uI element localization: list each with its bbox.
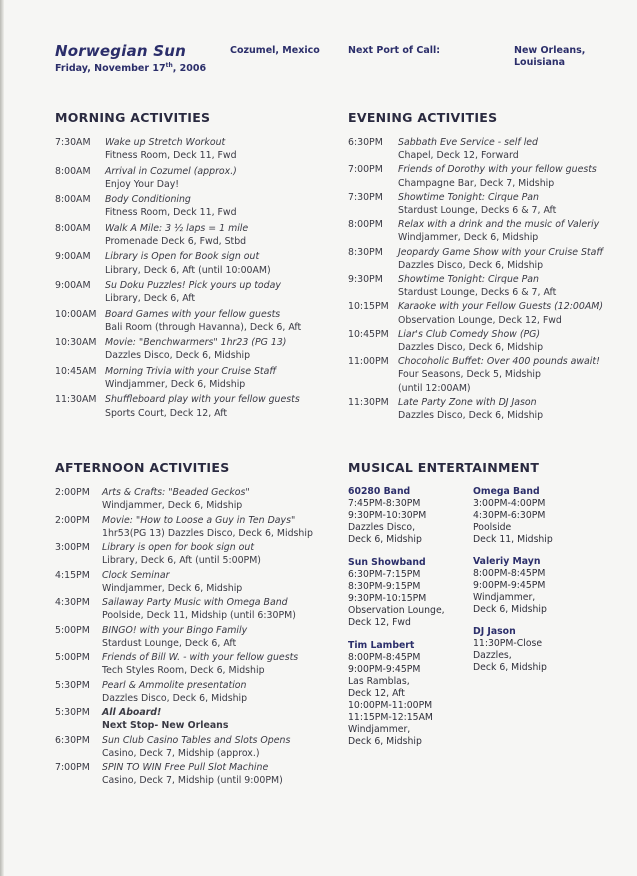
schedule-date: Friday, November 17th, 2006 — [55, 62, 207, 75]
activity-description: Movie: "How to Loose a Guy in Ten Days" — [102, 514, 296, 526]
band-detail: Deck 12, Fwd — [348, 617, 411, 628]
activity-row — [348, 300, 628, 326]
activity-description: Late Party Zone with DJ Jason — [398, 397, 537, 409]
activity-description: Library is open for book sign out — [102, 542, 255, 553]
activity-location: Windjammer, Deck 6, Midship — [102, 500, 243, 512]
activity-time: 8:00PM — [348, 219, 383, 231]
activity-location: Bali Room (through Havanna), Deck 6, Aft — [105, 321, 302, 333]
activity-time: 6:30PM — [55, 734, 90, 746]
activity-row — [55, 308, 335, 334]
band-detail: Poolside — [473, 522, 512, 533]
activity-row — [55, 706, 335, 732]
activity-location: Windjammer, Deck 6, Midship — [102, 582, 243, 594]
activity-row — [348, 396, 628, 422]
activity-row — [55, 165, 335, 191]
activity-location: Library, Deck 6, Aft (until 10:00AM) — [105, 264, 271, 276]
activity-description: Liar's Club Comedy Show (PG) — [398, 328, 541, 340]
current-port: Cozumel, Mexico — [230, 45, 320, 56]
band-detail: 9:30PM-10:15PM — [348, 593, 427, 604]
activity-time: 5:30PM — [55, 679, 90, 691]
band-schedule — [348, 486, 426, 546]
activity-location: Enjoy Your Day! — [105, 178, 179, 190]
activity-description: Sabbath Eve Service - self led — [398, 137, 539, 148]
activity-description: Arrival in Cozumel (approx.) — [105, 165, 237, 177]
band-name: Sun Showband — [348, 557, 426, 568]
activity-description: Body Conditioning — [105, 194, 191, 206]
activity-time: 3:00PM — [55, 542, 90, 553]
activity-description: Sun Club Casino Tables and Slots Opens — [102, 734, 291, 746]
activity-location: Library, Deck 6, Aft — [105, 293, 196, 305]
activity-row — [55, 734, 335, 760]
activity-row — [55, 393, 335, 419]
band-name: Omega Band — [473, 486, 540, 497]
activity-location: 1hr53(PG 13) Dazzles Disco, Deck 6, Midship — [102, 527, 313, 539]
activity-time: 9:00AM — [55, 280, 91, 291]
activity-row — [55, 596, 335, 622]
activity-row — [55, 651, 335, 677]
activity-location: Stardust Lounge, Deck 6, Aft — [102, 637, 237, 649]
activity-location: Library, Deck 6, Aft (until 5:00PM) — [102, 555, 261, 567]
activity-description: Friends of Bill W. - with your fellow guests — [102, 652, 299, 663]
activity-time: 7:30PM — [348, 191, 383, 203]
activity-location: Promenade Deck 6, Fwd, Stbd — [105, 235, 247, 247]
next-port-label: Next Port of Call: — [348, 45, 441, 56]
band-detail: Deck 12, Aft — [348, 688, 405, 699]
activity-time: 11:00PM — [348, 356, 389, 368]
activity-row — [55, 365, 335, 391]
activity-location: Dazzles Disco, Deck 6, Midship — [398, 259, 544, 271]
activity-location: Sports Court, Deck 12, Aft — [105, 407, 228, 419]
activity-row — [55, 761, 335, 787]
activity-time: 8:00AM — [55, 165, 91, 177]
activity-time: 5:00PM — [55, 624, 90, 636]
activity-time: 5:00PM — [55, 652, 90, 663]
activity-description: BINGO! with your Bingo Family — [102, 624, 248, 636]
band-detail: 7:45PM-8:30PM — [348, 498, 421, 509]
activity-location: Windjammer, Deck 6, Midship — [398, 232, 539, 244]
activity-row — [348, 246, 628, 272]
activity-description: Shuffleboard play with your fellow guests — [105, 394, 300, 406]
activity-location: Tech Styles Room, Deck 6, Midship — [102, 665, 265, 677]
activity-location: Dazzles Disco, Deck 6, Midship — [398, 410, 544, 422]
band-detail: 9:30PM-10:30PM — [348, 510, 427, 521]
activity-time: 4:30PM — [55, 597, 90, 608]
activity-location: Observation Lounge, Deck 12, Fwd — [398, 314, 562, 326]
musical-entertainment-heading: MUSICAL ENTERTAINMENT — [348, 460, 540, 475]
activity-row — [55, 336, 335, 362]
band-detail: Observation Lounge, — [348, 605, 445, 616]
activity-row — [55, 250, 335, 276]
activity-row — [348, 328, 628, 354]
activity-row — [348, 191, 628, 217]
activity-time: 10:00AM — [55, 308, 97, 320]
activity-row — [348, 355, 628, 395]
activity-description: Chocoholic Buffet: Over 400 pounds await! — [398, 356, 600, 368]
activity-row — [55, 136, 335, 162]
band-detail: 8:00PM-8:45PM — [348, 652, 421, 663]
band-detail: Deck 6, Midship — [348, 736, 422, 747]
evening-activities-heading: EVENING ACTIVITIES — [348, 110, 498, 125]
activity-description: Sailaway Party Music with Omega Band — [102, 597, 288, 608]
activity-location-extra: (until 12:00AM) — [398, 382, 471, 394]
band-detail: 4:30PM-6:30PM — [473, 510, 546, 521]
activity-description: Board Games with your fellow guests — [105, 308, 281, 320]
band-detail: Deck 6, Midship — [473, 604, 547, 615]
band-detail: Dazzles Disco, — [348, 522, 416, 533]
activity-description: Walk A Mile: 3 ½ laps = 1 mile — [105, 222, 249, 234]
morning-activities-heading: MORNING ACTIVITIES — [55, 110, 211, 125]
band-name: 60280 Band — [348, 486, 411, 497]
band-detail: 9:00PM-9:45PM — [473, 580, 546, 591]
activity-time: 2:00PM — [55, 514, 90, 526]
activity-time: 8:30PM — [348, 246, 383, 258]
activity-location: Casino, Deck 7, Midship (until 9:00PM) — [102, 775, 283, 787]
activity-location: Dazzles Disco, Deck 6, Midship — [102, 692, 248, 704]
activity-row — [55, 279, 335, 305]
activity-row — [55, 541, 335, 567]
activity-location: Dazzles Disco, Deck 6, Midship — [105, 350, 251, 362]
activity-location: Stardust Lounge, Decks 6 & 7, Aft — [398, 287, 557, 299]
activity-time: 7:00PM — [348, 164, 383, 176]
band-schedule — [473, 486, 553, 546]
band-name: DJ Jason — [473, 626, 516, 637]
activity-row — [55, 679, 335, 705]
band-detail: Dazzles, — [473, 650, 512, 661]
activity-description: Pearl & Ammolite presentation — [102, 679, 247, 691]
activity-row — [55, 486, 335, 512]
next-port-value: New Orleans, Louisiana — [514, 45, 586, 68]
activity-description: Karaoke with your Fellow Guests (12:00AM) — [398, 301, 603, 313]
activity-row — [348, 136, 628, 162]
activity-description: Wake up Stretch Workout — [105, 137, 226, 148]
activity-description: Relax with a drink and the music of Valeriy — [398, 219, 600, 231]
activity-time: 2:00PM — [55, 487, 90, 498]
activity-description: Showtime Tonight: Cirque Pan — [398, 191, 539, 203]
activity-location: Casino, Deck 7, Midship (approx.) — [102, 747, 260, 759]
activity-location: Stardust Lounge, Decks 6 & 7, Aft — [398, 204, 557, 216]
activity-description: Clock Seminar — [102, 569, 170, 581]
activity-description: Arts & Crafts: "Beaded Geckos" — [102, 487, 250, 498]
activity-location: Fitness Room, Deck 11, Fwd — [105, 150, 237, 162]
band-detail: Deck 11, Midship — [473, 534, 553, 545]
ship-name: Norwegian Sun — [55, 42, 186, 60]
band-name: Valeriy Mayn — [473, 556, 541, 567]
activity-time: 7:00PM — [55, 762, 90, 773]
activity-time: 10:45PM — [348, 328, 389, 340]
band-detail: 11:30PM-Close — [473, 638, 543, 649]
band-detail: Deck 6, Midship — [473, 662, 547, 673]
activity-location: Four Seasons, Deck 5, Midship — [398, 369, 541, 381]
activity-row — [55, 222, 335, 248]
activity-time: 5:30PM — [55, 707, 90, 718]
activity-row — [55, 514, 335, 540]
activity-row — [55, 193, 335, 219]
activity-description: All Aboard! — [102, 707, 162, 718]
activity-location: Chapel, Deck 12, Forward — [398, 150, 519, 162]
band-detail: 8:30PM-9:15PM — [348, 581, 421, 592]
activity-row — [55, 569, 335, 595]
scan-edge — [0, 0, 4, 876]
activity-row — [348, 163, 628, 189]
band-detail: Las Ramblas, — [348, 676, 410, 687]
band-detail: 11:15PM-12:15AM — [348, 712, 433, 723]
activity-time: 10:30AM — [55, 337, 97, 349]
activity-time: 9:00AM — [55, 251, 91, 263]
activity-location: Champagne Bar, Deck 7, Midship — [398, 177, 555, 189]
activity-time: 8:00AM — [55, 194, 91, 206]
activity-description: Morning Trivia with your Cruise Staff — [105, 365, 277, 377]
activity-location: Fitness Room, Deck 11, Fwd — [105, 207, 237, 219]
activity-description: Jeopardy Game Show with your Cruise Staff — [398, 246, 604, 258]
activity-time: 6:30PM — [348, 137, 383, 148]
activity-time: 11:30PM — [348, 397, 389, 409]
band-name: Tim Lambert — [348, 640, 415, 651]
activity-description: Movie: "Benchwarmers" 1hr23 (PG 13) — [105, 337, 287, 349]
band-schedule — [473, 626, 547, 674]
activity-time: 10:45AM — [55, 365, 97, 377]
band-detail: 10:00PM-11:00PM — [348, 700, 433, 711]
activity-time: 9:30PM — [348, 274, 383, 285]
activity-row — [55, 624, 335, 650]
band-schedule — [348, 557, 445, 629]
band-detail: 6:30PM-7:15PM — [348, 569, 421, 580]
band-detail: Windjammer, — [348, 724, 411, 735]
band-detail: 9:00PM-9:45PM — [348, 664, 421, 675]
activity-description: Friends of Dorothy with your fellow guests — [398, 164, 597, 176]
activity-time: 4:15PM — [55, 569, 90, 581]
activity-time: 11:30AM — [55, 394, 97, 406]
activity-description: Library is Open for Book sign out — [105, 251, 260, 263]
band-detail: Deck 6, Midship — [348, 534, 422, 545]
band-schedule — [348, 640, 433, 748]
activity-row — [348, 273, 628, 299]
band-detail: 8:00PM-8:45PM — [473, 568, 546, 579]
activity-description: Su Doku Puzzles! Pick yours up today — [105, 280, 281, 291]
activity-time: 8:00AM — [55, 222, 91, 234]
activity-description: SPIN TO WIN Free Pull Slot Machine — [102, 762, 269, 773]
activity-description: Showtime Tonight: Cirque Pan — [398, 274, 539, 285]
activity-row — [348, 218, 628, 244]
activity-location: Dazzles Disco, Deck 6, Midship — [398, 341, 544, 353]
activity-location: Next Stop- New Orleans — [102, 720, 229, 732]
activity-time: 10:15PM — [348, 301, 389, 313]
band-schedule — [473, 556, 547, 616]
band-detail: Windjammer, — [473, 592, 536, 603]
activity-time: 7:30AM — [55, 137, 91, 148]
activity-location: Windjammer, Deck 6, Midship — [105, 378, 246, 390]
band-detail: 3:00PM-4:00PM — [473, 498, 546, 509]
activity-location: Poolside, Deck 11, Midship (until 6:30PM) — [102, 610, 296, 622]
afternoon-activities-heading: AFTERNOON ACTIVITIES — [55, 460, 230, 475]
